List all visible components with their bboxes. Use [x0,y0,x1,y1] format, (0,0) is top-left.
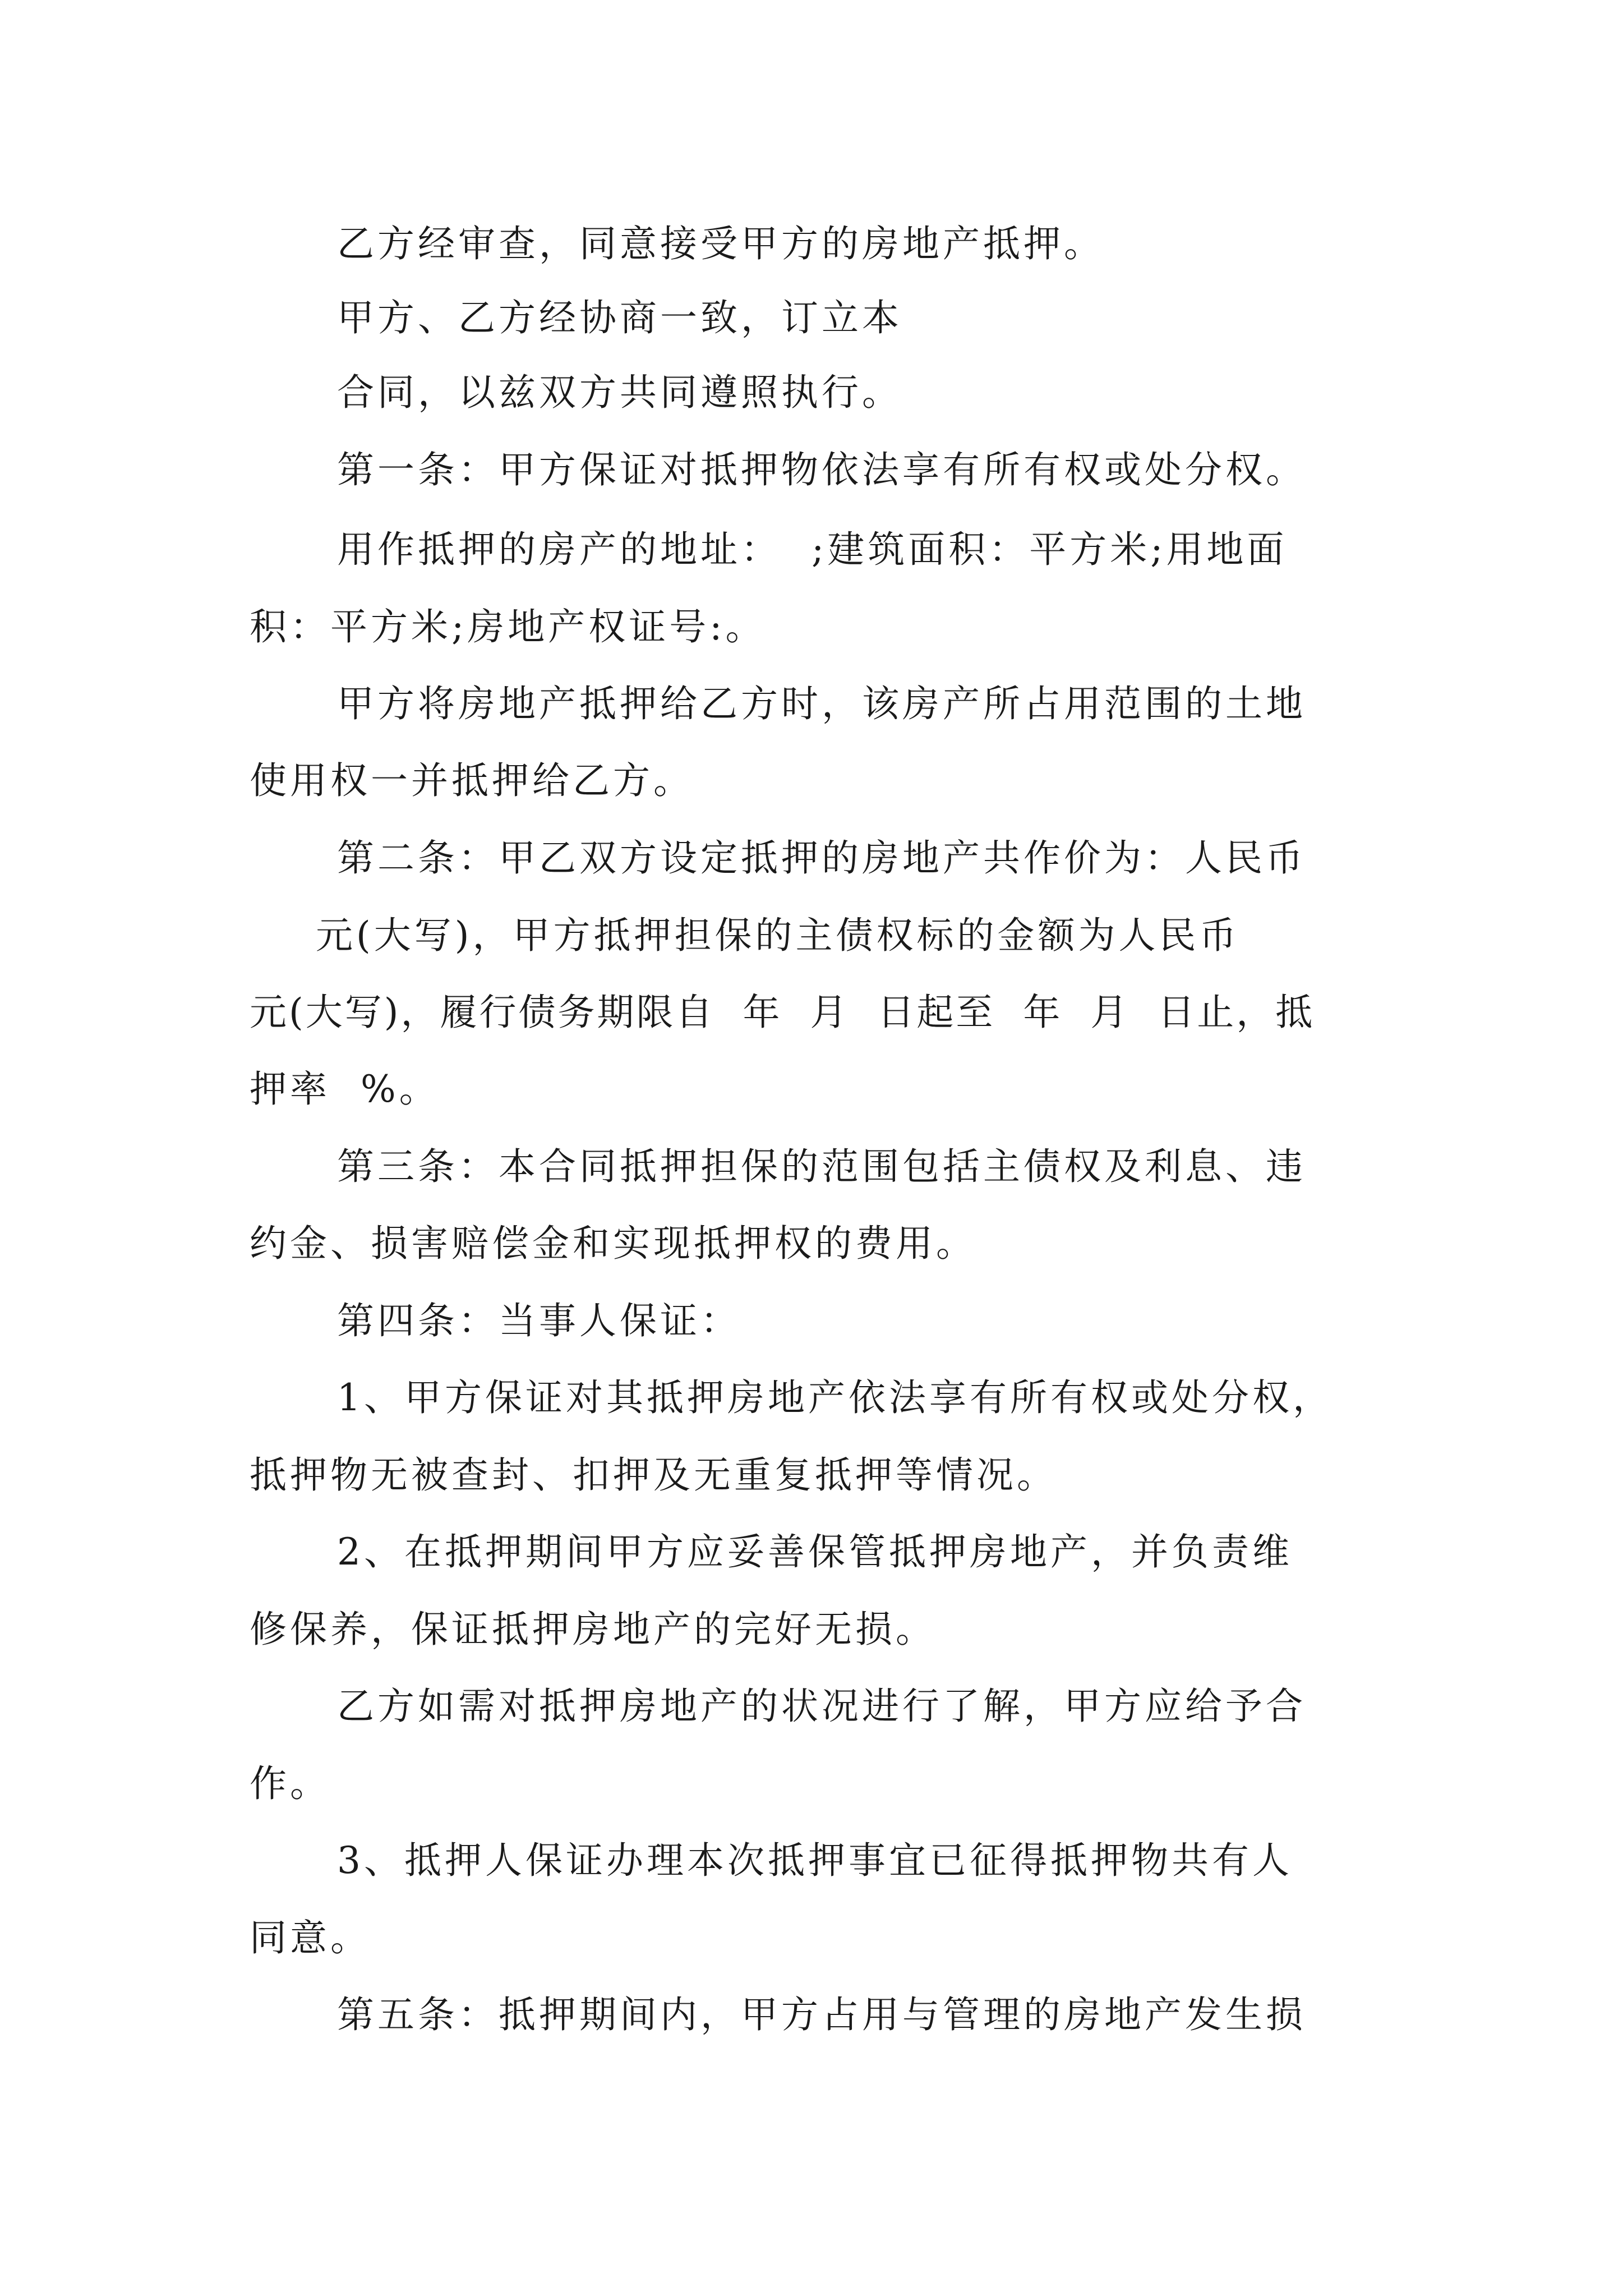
text-line: 抵押物无被查封、扣押及无重复抵押等情况。 [250,1453,1057,1497]
text-line: 积：平方米;房地产权证号:。 [250,605,766,648]
text-line: 第一条：甲方保证对抵押物依法享有所有权或处分权。 [337,448,1306,491]
text-line: 2、在抵押期间甲方应妥善保管抵押房地产，并负责维 [337,1530,1293,1573]
text-line: 用作抵押的房产的地址： ;建筑面积：平方米;用地面 [337,528,1288,571]
text-line: 作。 [250,1762,330,1805]
text-line: 1、甲方保证对其抵押房地产依法享有所有权或处分权， [337,1376,1333,1419]
text-line: 第五条：抵押期间内，甲方占用与管理的房地产发生损 [337,1993,1306,2036]
text-line: 押率 %。 [250,1068,440,1111]
text-line: 甲方、乙方经协商一致，订立本 [337,296,902,339]
text-line: 第二条：甲乙双方设定抵押的房地产共作价为：人民币 [337,836,1306,880]
text-line: 修保养，保证抵押房地产的完好无损。 [250,1608,936,1651]
text-line: 3、抵押人保证办理本次抵押事宜已征得抵押物共有人 [337,1839,1293,1882]
text-line: 乙方如需对抵押房地产的状况进行了解，甲方应给予合 [337,1685,1306,1728]
text-line: 元(大写)，甲方抵押担保的主债权标的金额为人民币 [316,914,1240,957]
text-line: 第四条：当事人保证： [337,1299,741,1342]
text-line: 约金、损害赔偿金和实现抵押权的费用。 [250,1222,976,1265]
text-line: 第三条：本合同抵押担保的范围包括主债权及利息、违 [337,1145,1306,1188]
text-line: 乙方经审查，同意接受甲方的房地产抵押。 [337,222,1104,265]
text-line: 元(大写)，履行债务期限自 年 月 日起至 年 月 日止，抵 [250,991,1315,1034]
text-line: 使用权一并抵押给乙方。 [250,759,694,802]
text-line: 同意。 [250,1916,371,1959]
text-line: 合同，以兹双方共同遵照执行。 [337,371,902,414]
text-line: 甲方将房地产抵押给乙方时，该房产所占用范围的土地 [337,682,1306,725]
